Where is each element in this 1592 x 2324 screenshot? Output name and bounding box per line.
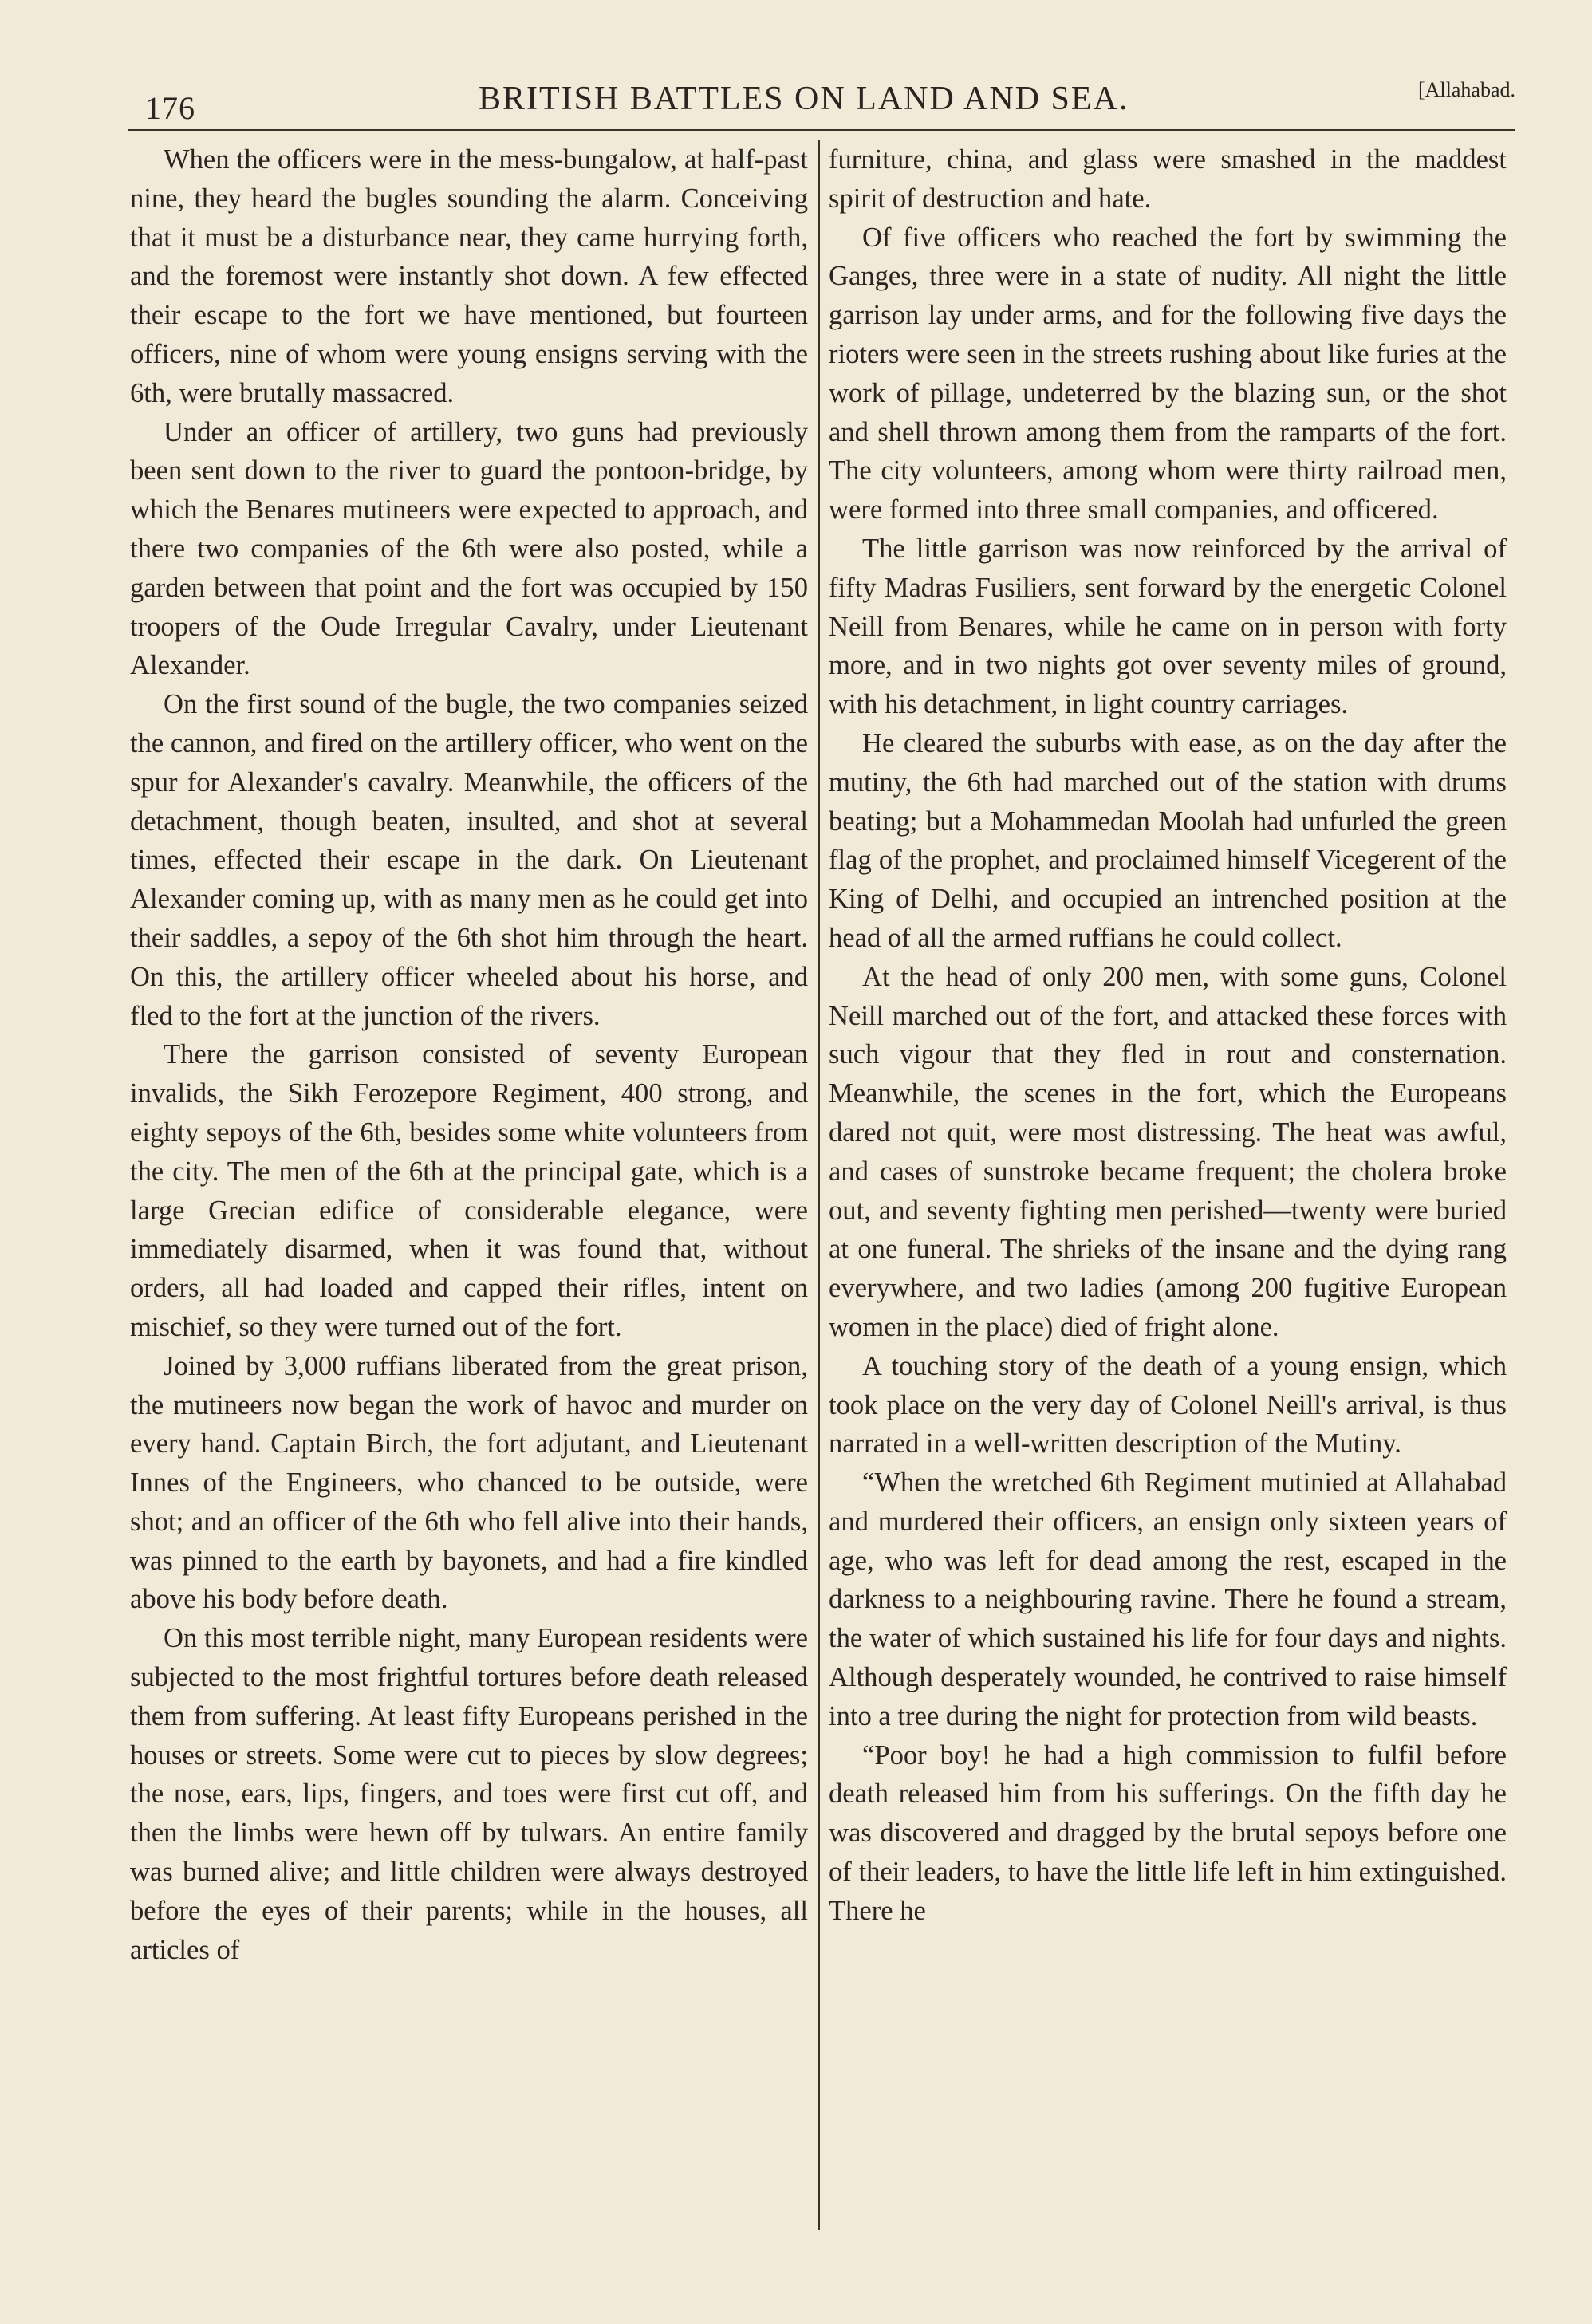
section-tag: [Allahabad.: [1417, 78, 1515, 101]
paragraph-continuation: furniture, china, and glass were smashed in the maddest spirit of destruction and hate.: [829, 144, 1507, 214]
paragraph: At the head of only 200 men, with some guns, Colonel Neill marched out of the fort, and attacked these forces with such vigour that they fled in rout and consternation. Meanwhile, the scenes in the fort, which the Europeans dared not quit, were most distressing. The heat was awful, and cases of sunstroke became frequent; the cholera broke out, and seventy fighting men perished—twenty were buried at one funeral. The shrieks of the insane and the dying rang everywhere, and two ladies (among 200 fugitive European women in the place) died of fright alone.: [829, 961, 1507, 1342]
paragraph: “Poor boy! he had a high commission to fulfil before death released him from his sufferings. On the fifth day he was discovered and dragged by the brutal sepoys before one of their leaders, to have the little life left in him extinguished. There he: [829, 1739, 1507, 1926]
paragraph: On this most terrible night, many European residents were subjected to the most frightful tortures before death released them from suffering. At least fifty Europeans perished in the houses or streets. Some were cut to pieces by slow degrees; the nose, ears, lips, fingers, and toes were first cut off, and then the limbs were hewn off by tulwars. An entire family was burned alive; and little children were always destroyed before the eyes of their parents; while in the houses, all articles of: [130, 1623, 808, 1965]
paragraph: The little garrison was now reinforced by the arrival of fifty Madras Fusiliers, sent forward by the energetic Colonel Neill from Benares, while he came on in person with forty more, and in two nights got over seventy miles of ground, with his detachment, in light country carriages.: [829, 533, 1507, 720]
paragraph: When the officers were in the mess-bungalow, at half-past nine, they heard the bugles sounding the alarm. Conceiving that it must be a disturbance near, they came hurrying forth, and the foremost were instantly shot down. A few effected their escape to the fort we have mentioned, but fourteen officers, nine of whom were young ensigns serving with the 6th, were brutally massacred.: [130, 144, 808, 408]
paragraph: A touching story of the death of a young ensign, which took place on the very day of Colonel Neill's arrival, is thus narrated in a well-written description of the Mutiny.: [829, 1350, 1507, 1459]
page-number: 176: [145, 90, 195, 126]
paragraph: He cleared the suburbs with ease, as on the day after the mutiny, the 6th had marched out of the station with drums beating; but a Mohammedan Moolah had unfurled the green flag of the prophet, and proclaimed himself Vicegerent of the King of Delhi, and occupied an intrenched position at the head of all the armed ruffians he could collect.: [829, 727, 1507, 953]
paragraph: Joined by 3,000 ruffians liberated from the great prison, the mutineers now began the work of havoc and murder on every hand. Captain Birch, the fort adjutant, and Lieutenant Innes of the Engineers, who chanced to be outside, were shot; and an officer of the 6th who fell alive into their hands, was pinned to the earth by bayonets, and had a fire kindled above his body before death.: [130, 1350, 808, 1615]
paragraph: Of five officers who reached the fort by swimming the Ganges, three were in a state of nudity. All night the little garrison lay under arms, and for the following five days the rioters were seen in the streets rushing about like furies at the work of pillage, undeterred by the blazing sun, or the shot and shell thrown among them from the ramparts of the fort. The city volunteers, among whom were thirty railroad men, were formed into three small companies, and officered.: [829, 222, 1507, 526]
left-column: [130, 140, 808, 1969]
paragraph: Under an officer of artillery, two guns had previously been sent down to the river to guard the pontoon-bridge, by which the Benares mutineers were expected to approach, and there two companies of the 6th were also posted, while a garden between that point and the fort was occupied by 150 troopers of the Oude Irregular Cavalry, under Lieutenant Alexander.: [130, 416, 808, 681]
paragraph: “When the wretched 6th Regiment mutinied at Allahabad and murdered their officers, an ensign only sixteen years of age, who was left for dead among the rest, escaped in the darkness to a neighbouring ravine. There he found a stream, the water of which sustained his life for four days and nights. Although desperately wounded, he contrived to raise himself into a tree during the night for protection from wild beasts.: [829, 1467, 1507, 1731]
running-title: BRITISH BATTLES ON LAND AND SEA.: [479, 81, 1129, 117]
page-header: [128, 73, 1515, 126]
column-divider: [818, 140, 820, 2230]
paragraph: On the first sound of the bugle, the two companies seized the cannon, and fired on the artillery officer, who went on the spur for Alexander's cavalry. Meanwhile, the officers of the detachment, though beaten, insulted, and shot at several times, effected their escape in the dark. On Lieutenant Alexander coming up, with as many men as he could get into their saddles, a sepoy of the 6th shot him through the heart. On this, the artillery officer wheeled about his horse, and fled to the fort at the junction of the rivers.: [130, 689, 808, 1031]
header-rule: [128, 129, 1515, 131]
paragraph: There the garrison consisted of seventy European invalids, the Sikh Ferozepore Regiment, 400 strong, and eighty sepoys of the 6th, besides some white volunteers from the city. The men of the 6th at the principal gate, which is a large Grecian edifice of considerable elegance, were immediately disarmed, when it was found that, without orders, all had loaded and capped their rifles, intent on mischief, so they were turned out of the fort.: [130, 1039, 808, 1342]
right-column: [829, 140, 1507, 1931]
